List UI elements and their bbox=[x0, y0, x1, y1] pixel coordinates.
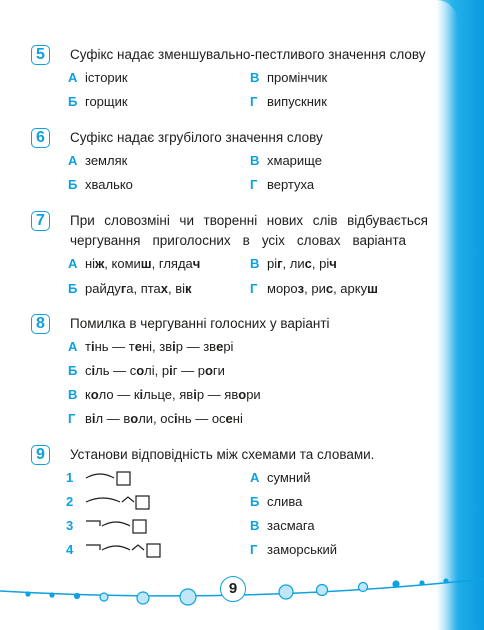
option-text: засмага bbox=[267, 518, 315, 533]
scheme-4[interactable] bbox=[66, 541, 84, 559]
option-a[interactable] bbox=[68, 255, 200, 273]
option-g[interactable] bbox=[250, 93, 327, 111]
option-letter: В bbox=[250, 70, 260, 85]
option-letter: Б bbox=[68, 281, 78, 296]
option-text: заморський bbox=[267, 542, 338, 557]
option-letter: В bbox=[250, 153, 260, 168]
option-letter: А bbox=[68, 70, 78, 85]
option-text: коло — кільце, явір — явори bbox=[85, 387, 261, 402]
option-text: горщик bbox=[85, 94, 128, 109]
task-question: Суфікс надає згрубілого значення слову bbox=[70, 130, 323, 145]
task-question-line1: При словозміні чи творенні нових слів відбувається bbox=[70, 213, 428, 228]
option-text: хмарище bbox=[267, 153, 322, 168]
scheme-number: 4 bbox=[66, 542, 74, 557]
task-number: 7 bbox=[31, 211, 50, 231]
scheme-3[interactable] bbox=[66, 517, 84, 535]
option-text: сіль — солі, ріг — роги bbox=[85, 363, 225, 378]
scheme-number: 3 bbox=[66, 518, 74, 533]
scheme-number: 2 bbox=[66, 494, 74, 509]
option-letter: Г bbox=[250, 94, 258, 109]
option-text: хвалько bbox=[85, 177, 133, 192]
option-g[interactable] bbox=[68, 410, 243, 428]
option-letter: А bbox=[68, 256, 78, 271]
option-text: промінчик bbox=[267, 70, 328, 85]
option-letter: Б bbox=[68, 94, 78, 109]
option-letter: В bbox=[68, 387, 78, 402]
option-v[interactable] bbox=[250, 255, 337, 273]
option-text: мороз, рис, аркуш bbox=[267, 281, 378, 296]
option-letter: Г bbox=[250, 281, 258, 296]
option-letter: В bbox=[250, 256, 260, 271]
option-text: ніж, комиш, глядач bbox=[85, 256, 201, 271]
option-letter: Б bbox=[250, 494, 260, 509]
morpheme-scheme-prefix-root-ending bbox=[86, 519, 166, 535]
page-number: 9 bbox=[220, 576, 246, 602]
option-text: сумний bbox=[267, 470, 311, 485]
option-g[interactable] bbox=[250, 280, 378, 298]
scheme-1[interactable] bbox=[66, 469, 84, 487]
option-letter: А bbox=[68, 339, 78, 354]
option-text: слива bbox=[267, 494, 303, 509]
option-letter: В bbox=[250, 518, 260, 533]
option-b[interactable] bbox=[68, 176, 133, 194]
morpheme-scheme-root-suffix-ending bbox=[86, 495, 166, 511]
task-number: 6 bbox=[31, 128, 50, 148]
option-letter: А bbox=[250, 470, 260, 485]
option-v[interactable] bbox=[250, 152, 322, 170]
morpheme-scheme-prefix-root-suffix-ending bbox=[86, 543, 176, 559]
answer-v[interactable] bbox=[250, 517, 315, 535]
option-text: історик bbox=[85, 70, 128, 85]
option-text: випускник bbox=[267, 94, 327, 109]
option-a[interactable] bbox=[68, 69, 128, 87]
task-question: Суфікс надає зменшувально-пестливого значення слову bbox=[70, 47, 426, 62]
task-number: 9 bbox=[31, 445, 50, 465]
option-text: земляк bbox=[85, 153, 128, 168]
answer-a[interactable] bbox=[250, 469, 311, 487]
option-a[interactable] bbox=[68, 338, 233, 356]
scheme-number: 1 bbox=[66, 470, 74, 485]
option-a[interactable] bbox=[68, 152, 127, 170]
option-b[interactable] bbox=[68, 93, 128, 111]
option-v[interactable] bbox=[68, 386, 261, 404]
scheme-2[interactable] bbox=[66, 493, 84, 511]
task-question: Помилка в чергуванні голосних у варіанті bbox=[70, 316, 330, 331]
option-b[interactable] bbox=[68, 362, 225, 380]
task-number: 8 bbox=[31, 314, 50, 334]
option-g[interactable] bbox=[250, 176, 314, 194]
option-letter: Г bbox=[68, 411, 76, 426]
morpheme-scheme-root-ending bbox=[86, 471, 146, 487]
option-b[interactable] bbox=[68, 280, 192, 298]
option-v[interactable] bbox=[250, 69, 327, 87]
option-text: тінь — тені, звір — звері bbox=[85, 339, 234, 354]
answer-b[interactable] bbox=[250, 493, 302, 511]
task-question-line2: чергування приголосних в усіх словах варіанта bbox=[70, 233, 406, 248]
option-letter: А bbox=[68, 153, 78, 168]
option-letter: Г bbox=[250, 177, 258, 192]
answer-g[interactable] bbox=[250, 541, 337, 559]
option-text: вертуха bbox=[267, 177, 315, 192]
option-text: віл — воли, осінь — осені bbox=[85, 411, 243, 426]
task-number: 5 bbox=[31, 45, 50, 65]
task-question: Установи відповідність між схемами та словами. bbox=[70, 447, 375, 462]
option-text: райдуга, птах, вік bbox=[85, 281, 192, 296]
option-letter: Б bbox=[68, 177, 78, 192]
option-letter: Б bbox=[68, 363, 78, 378]
option-text: ріг, лис, річ bbox=[267, 256, 337, 271]
option-letter: Г bbox=[250, 542, 258, 557]
